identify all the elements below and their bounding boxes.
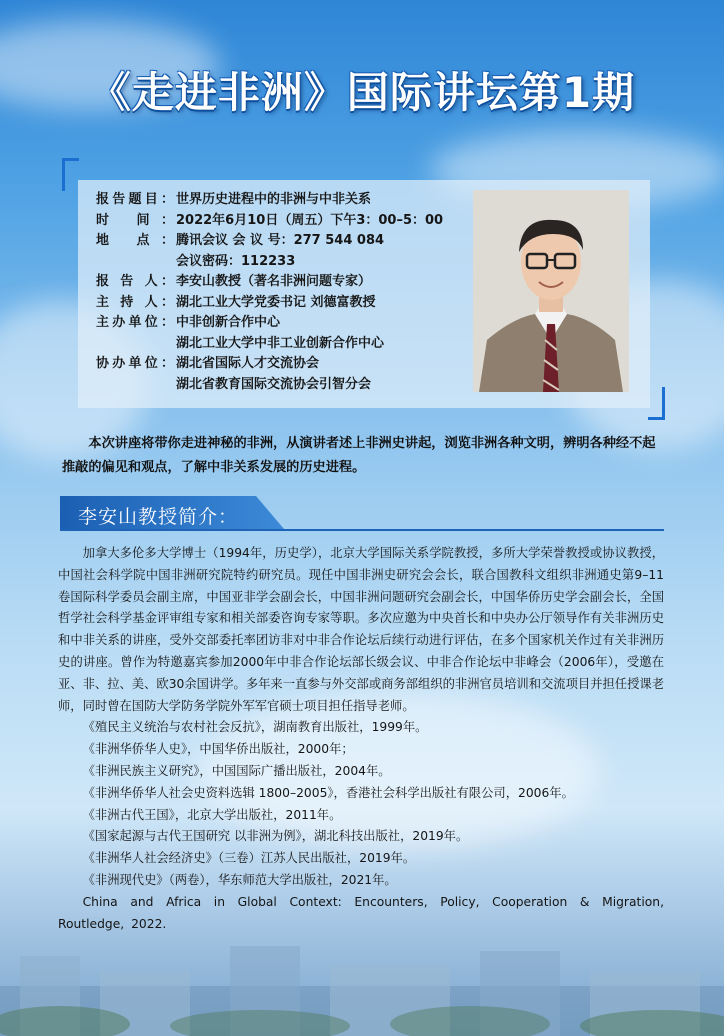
info-row-organizer-2 [96, 334, 443, 355]
info-row-coorganizer-2 [96, 375, 443, 396]
publication-item: 《国家起源与古代王国研究 以非洲为例》，湖北科技出版社，2019年。 [82, 829, 469, 844]
info-label: 报 告 人： [96, 274, 174, 289]
info-value: 湖北省国际人才交流协会 [176, 356, 320, 371]
info-row-host [96, 293, 443, 314]
bracket-top-left [62, 158, 79, 191]
lecture-intro: 本次讲座将带你走进神秘的非洲，从演讲者述上非洲史讲起，浏览非洲各种文明，辨明各种经不起推敲的偏见和观点，了解中非关系发展的历史进程。 [62, 436, 656, 475]
info-label: 时 间： [96, 212, 174, 228]
speaker-bio [58, 543, 664, 935]
info-value: 会议密码：112233 [176, 253, 296, 269]
section-underline [60, 529, 664, 531]
publication-item: 《殖民主义统治与农村社会反抗》，湖南教育出版社，1999年。 [82, 720, 428, 735]
info-value: 世界历史进程中的非洲与中非关系 [176, 192, 372, 207]
publication-item: 《非洲华人社会经济史》（三卷）江苏人民出版社，2019年。 [82, 851, 416, 866]
event-info-list [96, 190, 443, 395]
speaker-photo [473, 190, 629, 392]
info-row-time [96, 211, 443, 232]
page-title: 《走进非洲》国际讲坛第1期 [88, 68, 636, 117]
info-label: 协办单位： [96, 356, 174, 371]
publication-item: 《非洲古代王国》，北京大学出版社，2011年。 [82, 807, 342, 822]
publication-item: 《非洲华侨华人史》，中国华侨出版社，2000年； [82, 742, 354, 757]
info-value: 腾讯会议 会 议 号：277 544 084 [176, 233, 385, 248]
info-label: 报告题目： [96, 192, 174, 207]
campus-skyline-illustration [0, 916, 724, 1036]
info-row-password [96, 252, 443, 273]
speaker-portrait-illustration [473, 190, 629, 392]
publication-item: 《非洲现代史》（两卷），华东师范大学出版社，2021年。 [82, 872, 397, 887]
bio-paragraph: 加拿大多伦多大学博士（1994年，历史学），北京大学国际关系学院教授，多所大学荣誉教授或协议教授，中国社会科学院中国非洲研究院特约研究员。现任中国非洲史研究会会长，联合国教科文组织非洲通史第9–11卷国际科学委员会副主席，中国亚非学会副会长，中国非洲问题研究会副会长，中国华侨历史学会副会长，全国哲学社会科学基金评审组专家和相关部委咨询专家等职。多次应邀为中央首长和中央办公厅领导作有关非洲历史和中非关系的讲座，受外交部委托率团访非对中非合作论坛后续行动进行评估，在多个国家机关作过有关非洲历史的讲座。曾作为特邀嘉宾参加2000年中非合作论坛部长级会议、中非合作论坛中非峰会（2006年），受邀在亚、非、拉、美、欧30余国讲学。多年来一直参与外交部或商务部组织的非洲官员培训和交流项目并担任授课老师，同时曾在国防大学防务学院外军军官硕士项目担任指导老师。 [58, 546, 664, 713]
info-label [96, 252, 176, 273]
publication-item: 《非洲民族主义研究》，中国国际广播出版社，2004年。 [82, 763, 391, 778]
info-row-organizer [96, 313, 443, 334]
info-value: 中非创新合作中心 [176, 315, 281, 330]
info-value: 湖北省教育国际交流协会引智分会 [176, 376, 372, 392]
info-row-location [96, 231, 443, 252]
info-value: 李安山教授（著名非洲问题专家） [176, 274, 372, 289]
info-value: 2022年6月10日（周五）下午3：00–5：00 [176, 212, 444, 228]
info-label: 主办单位： [96, 315, 174, 330]
info-row-coorganizer [96, 354, 443, 375]
info-label: 主 持 人： [96, 294, 174, 310]
info-row-speaker [96, 272, 443, 293]
publication-item: 《非洲华侨华人社会史资料选辑 1800–2005》，香港社会科学出版社有限公司，2006年。 [82, 785, 574, 800]
publication-item-english: China and Africa in Global Context: Encounters, Policy, Cooperation & Migration, Routledge, 2022. [58, 894, 664, 931]
section-title: 李安山教授简介： [78, 506, 239, 528]
info-value: 湖北工业大学党委书记 刘德富教授 [176, 294, 376, 310]
info-label [96, 334, 176, 355]
info-label [96, 375, 176, 396]
info-label: 地 点： [96, 233, 174, 248]
info-value: 湖北工业大学中非工业创新合作中心 [176, 335, 385, 351]
bracket-bottom-right [648, 387, 665, 420]
info-row-topic [96, 190, 443, 211]
